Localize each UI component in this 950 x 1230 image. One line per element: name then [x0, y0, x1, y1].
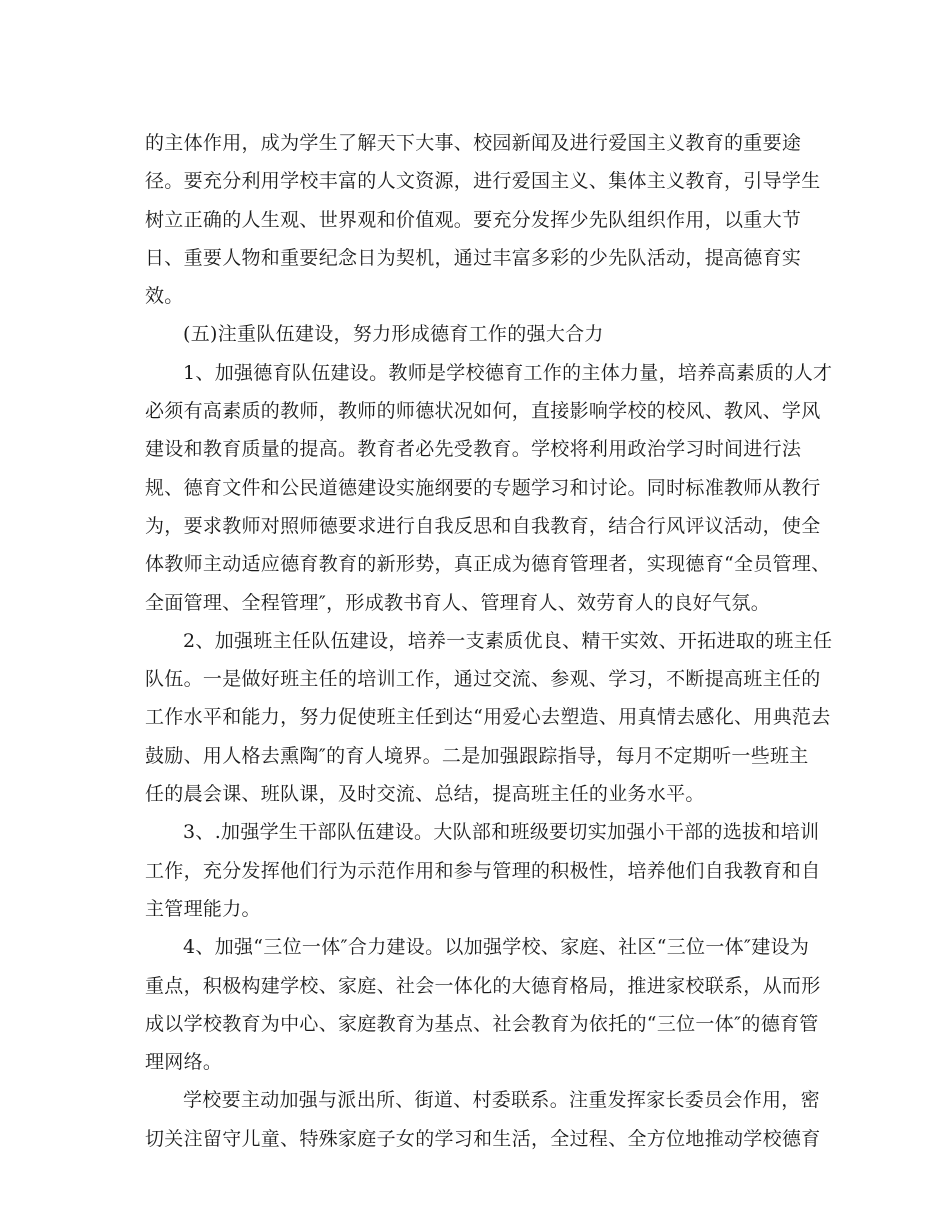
text-line: 工作水平和能力，努力促使班主任到达“用爱心去塑造、用真情去感化、用典范去	[145, 706, 831, 729]
text-line: 为，要求教师对照师德要求进行自我反思和自我教育，结合行风评议活动，使全	[145, 514, 821, 537]
text-line: 理网络。	[145, 1051, 223, 1074]
text-line: 全面管理、全程管理″，形成教书育人、管理育人、效劳育人的良好气氛。	[145, 591, 770, 614]
text-line: 鼓励、用人格去熏陶″的育人境界。二是加强跟踪指导，每月不定期听一些班主	[145, 744, 809, 767]
text-line: 成以学校教育为中心、家庭教育为基点、社会教育为依托的“三位一体″的德育管	[145, 1012, 819, 1035]
text-line: 主管理能力。	[145, 897, 261, 920]
text-line: 的主体作用，成为学生了解天下大事、校园新闻及进行爱国主义教育的重要途	[145, 132, 802, 154]
text-line: 切关注留守儿童、特殊家庭子女的学习和生活，全过程、全方位地推动学校德育	[145, 1127, 821, 1150]
text-line: 任的晨会课、班队课，及时交流、总结，提高班主任的业务水平。	[145, 783, 705, 806]
text-line: 规、德育文件和公民道德建设实施纲要的专题学习和讨论。同时标准教师从教行	[145, 476, 821, 499]
text-line: 队伍。一是做好班主任的培训工作，通过交流、参观、学习，不断提高班主任的	[145, 668, 821, 691]
text-line: 树立正确的人生观、世界观和价值观。要充分发挥少先队组织作用，以重大节	[145, 208, 802, 231]
text-line: 重点，积极构建学校、家庭、社会一体化的大德育格局，推进家校联系，从而形	[145, 974, 821, 997]
text-line: 1、加强德育队伍建设。教师是学校德育工作的主体力量，培养高素质的人才	[183, 361, 833, 384]
text-line: 径。要充分利用学校丰富的人文资源，进行爱国主义、集体主义教育，引导学生	[145, 170, 821, 193]
text-line: 效。	[145, 285, 184, 308]
text-line: 日、重要人物和重要纪念日为契机，通过丰富多彩的少先队活动，提高德育实	[145, 246, 802, 269]
text-line: 2、加强班主任队伍建设，培养一支素质优良、精干实效、开拓进取的班主任	[183, 629, 833, 652]
text-line: 建设和教育质量的提高。教育者必先受教育。学校将利用政治学习时间进行法	[145, 438, 802, 461]
text-line: 4、加强“三位一体″合力建设。以加强学校、家庭、社区“三位一体″建设为	[183, 936, 810, 959]
document-page	[145, 124, 833, 1158]
text-line: 工作，充分发挥他们行为示范作用和参与管理的积极性，培养他们自我教育和自	[145, 859, 821, 882]
text-line: 3、.加强学生干部队伍建设。大队部和班级要切实加强小干部的选拔和培训	[183, 821, 820, 844]
text-line: 体教师主动适应德育教育的新形势，真正成为德育管理者，实现德育“全员管理、	[145, 553, 831, 576]
text-line: 学校要主动加强与派出所、街道、村委联系。注重发挥家长委员会作用，密	[183, 1089, 820, 1112]
section-heading: (五)注重队伍建设，努力形成德育工作的强大合力	[183, 323, 604, 346]
text-line: 必须有高素质的教师，教师的师德状况如何，直接影响学校的校风、教风、学风	[145, 400, 821, 423]
